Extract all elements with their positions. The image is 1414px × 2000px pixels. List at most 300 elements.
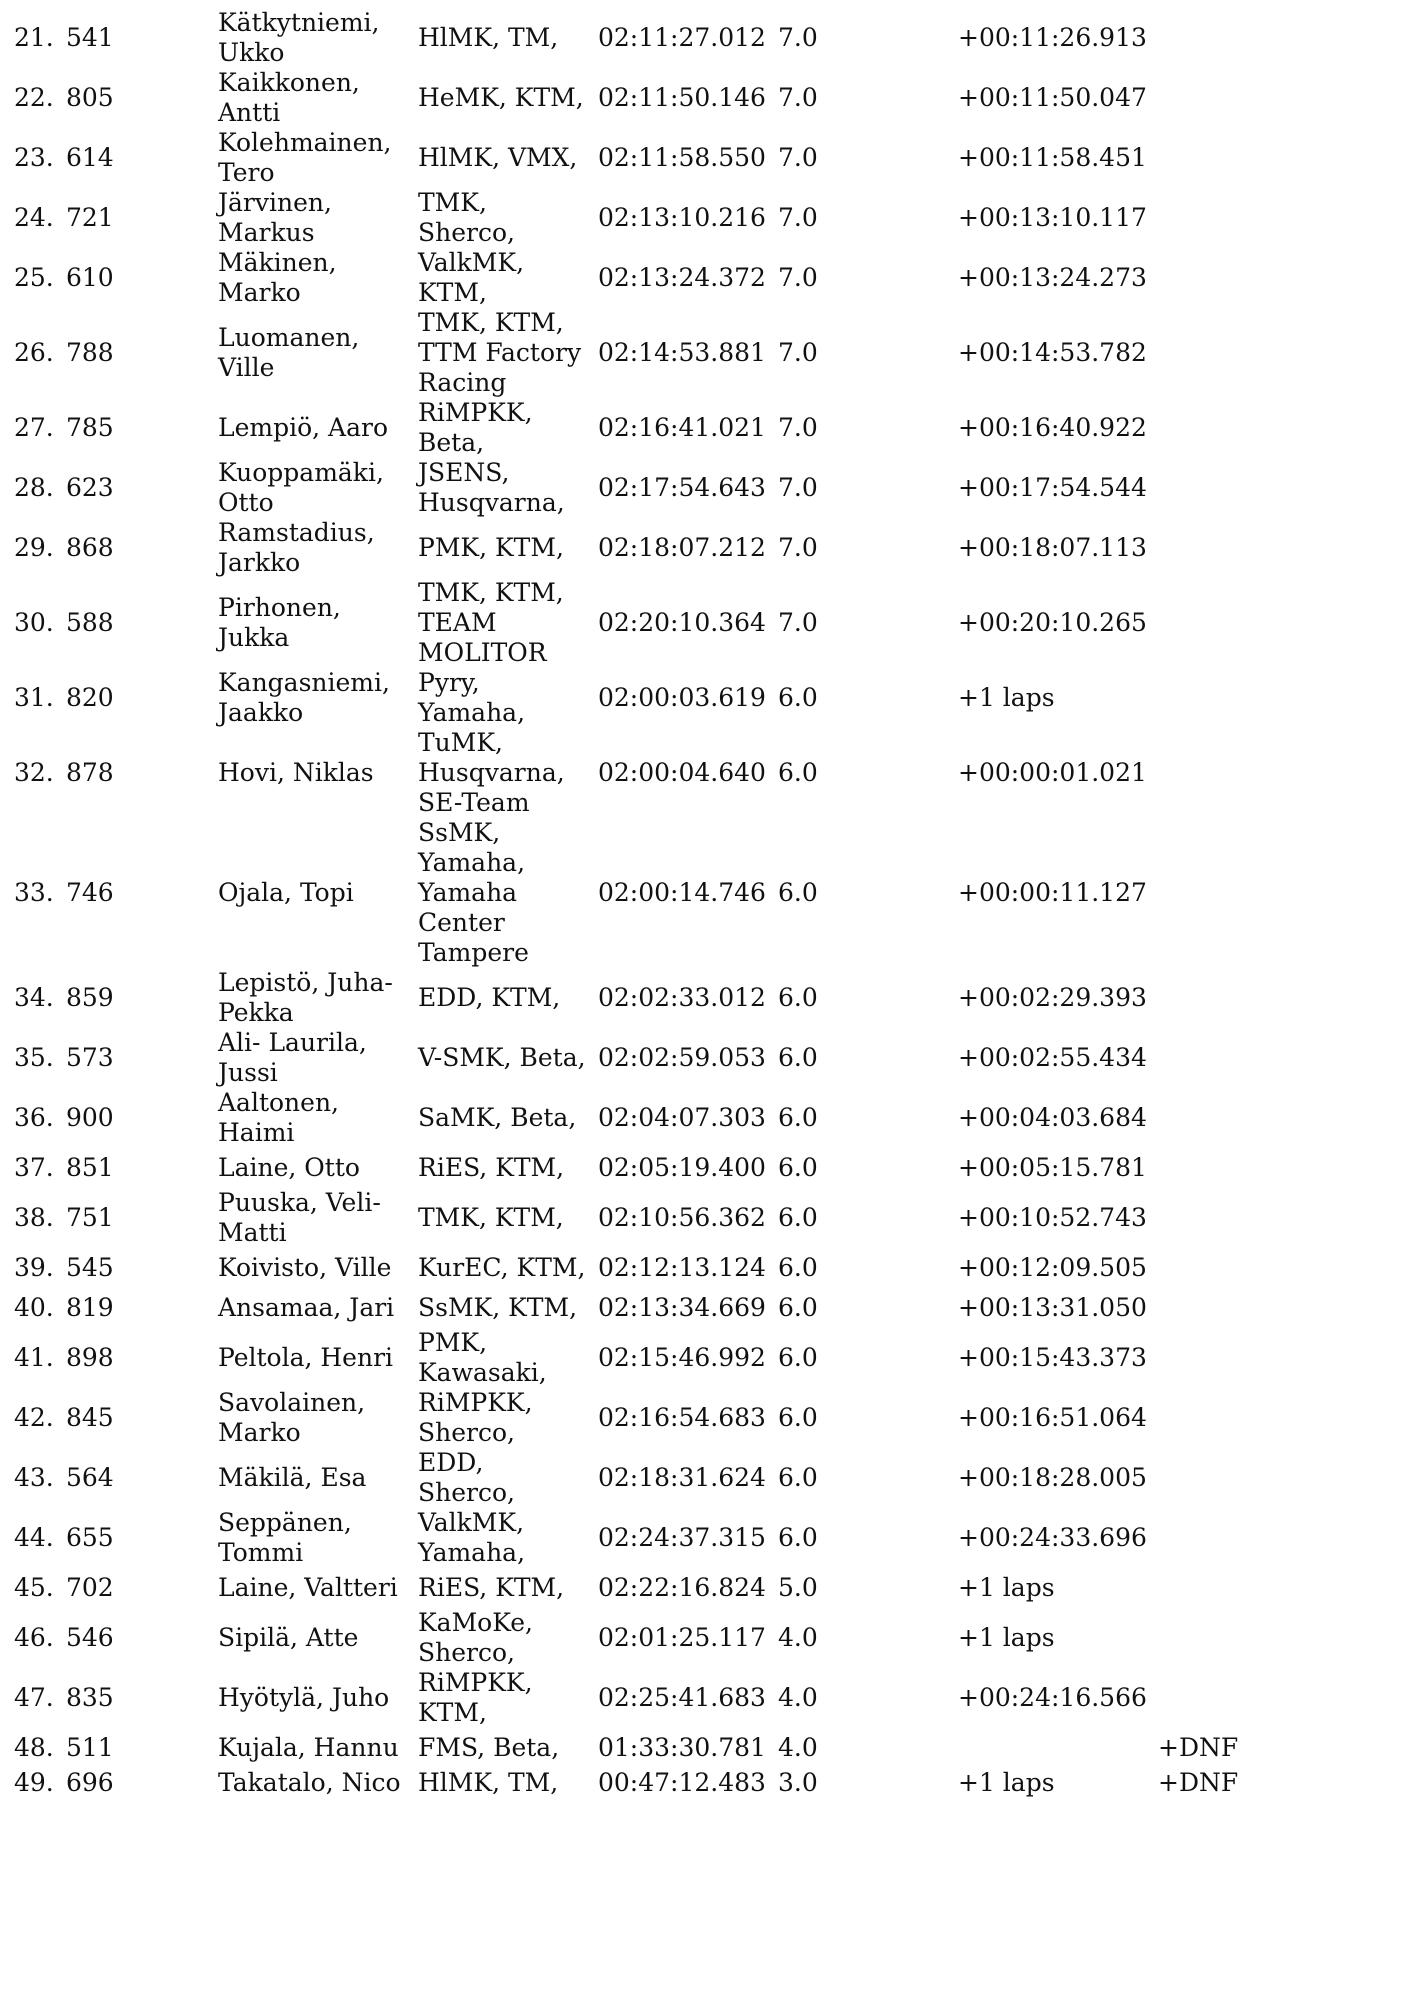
bib-number-cell: 511 xyxy=(66,1733,114,1762)
table-row xyxy=(12,668,1246,728)
total-time-cell: 02:15:46.992 xyxy=(598,1343,766,1372)
rider-name-cell xyxy=(216,728,416,818)
table-row xyxy=(12,1448,1246,1508)
bib-number-cell: 785 xyxy=(66,413,114,442)
club-team-cell xyxy=(416,1088,596,1148)
position-cell: 24. xyxy=(14,203,54,232)
rider-name-cell-line: Sipilä, Atte xyxy=(218,1623,359,1652)
position-cell: 26. xyxy=(14,338,54,367)
bib-number-cell: 845 xyxy=(66,1403,114,1432)
total-time-cell: 02:14:53.881 xyxy=(598,338,766,367)
bib-number-cell: 541 xyxy=(66,23,114,52)
rider-name-cell xyxy=(216,1188,416,1248)
laps-cell: 7.0 xyxy=(778,83,818,112)
rider-name-cell-line: Ville xyxy=(218,353,275,382)
position-cell: 32. xyxy=(14,758,54,787)
rider-name-cell xyxy=(216,8,416,68)
club-team-cell-line: Pyry, xyxy=(418,668,480,697)
gap-cell: +00:18:07.113 xyxy=(958,533,1147,562)
rider-name-cell-line: Lempiö, Aaro xyxy=(218,413,389,442)
rider-name-cell xyxy=(216,1288,416,1328)
laps-cell: 6.0 xyxy=(778,878,818,907)
status-cell xyxy=(1156,1248,1246,1288)
status-cell xyxy=(1156,968,1246,1028)
position-cell: 42. xyxy=(14,1403,54,1432)
rider-name-cell-line: Tommi xyxy=(218,1538,304,1567)
status-cell xyxy=(1156,398,1246,458)
table-row xyxy=(12,1568,1246,1608)
position-cell: 23. xyxy=(14,143,54,172)
bib-number-cell: 546 xyxy=(66,1623,114,1652)
rider-name-cell-line: Ali- Laurila, xyxy=(218,1028,367,1057)
bib-number-cell: 746 xyxy=(66,878,114,907)
status-cell xyxy=(1156,818,1246,968)
club-team-cell-line: Yamaha, xyxy=(418,1538,526,1567)
table-row xyxy=(12,818,1246,968)
total-time-cell: 02:13:24.372 xyxy=(598,263,766,292)
laps-cell: 6.0 xyxy=(778,1103,818,1132)
rider-name-cell-line: Antti xyxy=(218,98,281,127)
bib-number-cell: 898 xyxy=(66,1343,114,1372)
laps-cell: 4.0 xyxy=(778,1623,818,1652)
position-cell: 48. xyxy=(14,1733,54,1762)
club-team-cell-line: EDD, KTM, xyxy=(418,983,561,1012)
bib-number-cell: 820 xyxy=(66,683,114,712)
club-team-cell-line: TMK, KTM, xyxy=(418,1203,564,1232)
gap-cell: +00:17:54.544 xyxy=(958,473,1147,502)
gap-cell xyxy=(956,1728,1156,1768)
status-cell xyxy=(1156,68,1246,128)
status-cell xyxy=(1156,1508,1246,1568)
status-cell xyxy=(1156,518,1246,578)
status-cell xyxy=(1156,1028,1246,1088)
gap-cell: +00:16:51.064 xyxy=(958,1403,1147,1432)
gap-cell: +00:10:52.743 xyxy=(958,1203,1147,1232)
laps-cell: 6.0 xyxy=(778,1343,818,1372)
table-row xyxy=(12,1608,1246,1668)
club-team-cell-line: KaMoKe, xyxy=(418,1608,533,1637)
total-time-cell: 01:33:30.781 xyxy=(598,1733,766,1762)
rider-name-cell-line: Laine, Otto xyxy=(218,1153,360,1182)
gap-cell: +00:11:50.047 xyxy=(958,83,1147,112)
club-team-cell xyxy=(416,728,596,818)
bib-number-cell: 573 xyxy=(66,1043,114,1072)
rider-name-cell-line: Luomanen, xyxy=(218,323,360,352)
position-cell: 27. xyxy=(14,413,54,442)
rider-name-cell xyxy=(216,68,416,128)
rider-name-cell-line: Laine, Valtteri xyxy=(218,1573,398,1602)
club-team-cell-line: JSENS, xyxy=(418,458,510,487)
rider-name-cell-line: Hyötylä, Juho xyxy=(218,1683,390,1712)
club-team-cell xyxy=(416,518,596,578)
club-team-cell xyxy=(416,668,596,728)
results-table xyxy=(12,8,1246,1798)
bib-number-cell: 696 xyxy=(66,1768,114,1797)
table-row xyxy=(12,68,1246,128)
club-team-cell-line: RiMPKK, xyxy=(418,1388,533,1417)
rider-name-cell xyxy=(216,1568,416,1608)
bib-number-cell: 878 xyxy=(66,758,114,787)
position-cell: 35. xyxy=(14,1043,54,1072)
laps-cell: 7.0 xyxy=(778,473,818,502)
table-row xyxy=(12,128,1246,188)
gap-cell: +1 laps xyxy=(958,1623,1055,1652)
club-team-cell xyxy=(416,1328,596,1388)
bib-number-cell: 564 xyxy=(66,1463,114,1492)
status-cell xyxy=(1156,578,1246,668)
laps-cell: 7.0 xyxy=(778,338,818,367)
position-cell: 29. xyxy=(14,533,54,562)
gap-cell: +00:15:43.373 xyxy=(958,1343,1147,1372)
rider-name-cell-line: Matti xyxy=(218,1218,287,1247)
total-time-cell: 02:00:04.640 xyxy=(598,758,766,787)
club-team-cell-line: Center xyxy=(418,908,505,937)
gap-cell: +00:02:55.434 xyxy=(958,1043,1147,1072)
rider-name-cell-line: Marko xyxy=(218,278,301,307)
position-cell: 28. xyxy=(14,473,54,502)
bib-number-cell: 702 xyxy=(66,1573,114,1602)
club-team-cell xyxy=(416,1448,596,1508)
laps-cell: 6.0 xyxy=(778,983,818,1012)
gap-cell: +00:05:15.781 xyxy=(958,1153,1147,1182)
gap-cell: +00:11:26.913 xyxy=(958,23,1147,52)
club-team-cell-line: TEAM xyxy=(418,608,497,637)
table-row xyxy=(12,968,1246,1028)
position-cell: 30. xyxy=(14,608,54,637)
total-time-cell: 02:13:34.669 xyxy=(598,1293,766,1322)
laps-cell: 6.0 xyxy=(778,1463,818,1492)
club-team-cell-line: SsMK, xyxy=(418,818,501,847)
rider-name-cell xyxy=(216,1728,416,1768)
total-time-cell: 02:05:19.400 xyxy=(598,1153,766,1182)
rider-name-cell-line: Markus xyxy=(218,218,315,247)
club-team-cell-line: RiES, KTM, xyxy=(418,1573,565,1602)
gap-cell: +00:02:29.393 xyxy=(958,983,1147,1012)
club-team-cell-line: Sherco, xyxy=(418,1478,515,1507)
rider-name-cell-line: Hovi, Niklas xyxy=(218,758,374,787)
club-team-cell-line: KurEC, KTM, xyxy=(418,1253,586,1282)
rider-name-cell-line: Marko xyxy=(218,1418,301,1447)
total-time-cell: 02:18:07.212 xyxy=(598,533,766,562)
club-team-cell-line: Racing xyxy=(418,368,507,397)
club-team-cell-line: MOLITOR xyxy=(418,638,547,667)
club-team-cell-line: HeMK, KTM, xyxy=(418,83,584,112)
position-cell: 31. xyxy=(14,683,54,712)
rider-name-cell-line: Puuska, Veli- xyxy=(218,1188,381,1217)
position-cell: 44. xyxy=(14,1523,54,1552)
rider-name-cell-line: Mäkilä, Esa xyxy=(218,1463,367,1492)
laps-cell: 6.0 xyxy=(778,1203,818,1232)
laps-cell: 6.0 xyxy=(778,1523,818,1552)
laps-cell: 4.0 xyxy=(778,1733,818,1762)
club-team-cell-line: PMK, xyxy=(418,1328,488,1357)
laps-cell: 5.0 xyxy=(778,1573,818,1602)
table-row xyxy=(12,1148,1246,1188)
gap-cell: +00:13:24.273 xyxy=(958,263,1147,292)
gap-cell: +00:13:31.050 xyxy=(958,1293,1147,1322)
laps-cell: 3.0 xyxy=(778,1768,818,1797)
rider-name-cell-line: Kolehmainen, xyxy=(218,128,392,157)
status-cell xyxy=(1156,128,1246,188)
club-team-cell-line: ValkMK, xyxy=(418,1508,525,1537)
bib-number-cell: 614 xyxy=(66,143,114,172)
position-cell: 49. xyxy=(14,1768,54,1797)
club-team-cell-line: Tampere xyxy=(418,938,529,967)
club-team-cell-line: TMK, KTM, xyxy=(418,308,564,337)
rider-name-cell-line: Kujala, Hannu xyxy=(218,1733,399,1762)
bib-number-cell: 805 xyxy=(66,83,114,112)
status-cell xyxy=(1156,1668,1246,1728)
position-cell: 37. xyxy=(14,1153,54,1182)
rider-name-cell-line: Ramstadius, xyxy=(218,518,375,547)
club-team-cell-line: Yamaha, xyxy=(418,848,526,877)
club-team-cell xyxy=(416,1248,596,1288)
results-sheet xyxy=(12,8,1402,1798)
club-team-cell-line: Kawasaki, xyxy=(418,1358,547,1387)
rider-name-cell xyxy=(216,1148,416,1188)
club-team-cell-line: KTM, xyxy=(418,278,487,307)
table-row xyxy=(12,1668,1246,1728)
laps-cell: 7.0 xyxy=(778,413,818,442)
club-team-cell xyxy=(416,1668,596,1728)
gap-cell: +00:00:01.021 xyxy=(958,758,1147,787)
rider-name-cell-line: Järvinen, xyxy=(218,188,332,217)
club-team-cell-line: Sherco, xyxy=(418,1418,515,1447)
gap-cell: +00:13:10.117 xyxy=(958,203,1147,232)
laps-cell: 6.0 xyxy=(778,1403,818,1432)
total-time-cell: 02:24:37.315 xyxy=(598,1523,766,1552)
total-time-cell: 02:02:59.053 xyxy=(598,1043,766,1072)
table-row xyxy=(12,1328,1246,1388)
status-cell xyxy=(1156,1148,1246,1188)
rider-name-cell xyxy=(216,818,416,968)
club-team-cell-line: RiMPKK, xyxy=(418,1668,533,1697)
table-row xyxy=(12,1728,1246,1768)
club-team-cell-line: SaMK, Beta, xyxy=(418,1103,577,1132)
bib-number-cell: 545 xyxy=(66,1253,114,1282)
bib-number-cell: 788 xyxy=(66,338,114,367)
bib-number-cell: 859 xyxy=(66,983,114,1012)
position-cell: 47. xyxy=(14,1683,54,1712)
position-cell: 41. xyxy=(14,1343,54,1372)
position-cell: 38. xyxy=(14,1203,54,1232)
table-row xyxy=(12,398,1246,458)
rider-name-cell-line: Kangasniemi, xyxy=(218,668,390,697)
bib-number-cell: 851 xyxy=(66,1153,114,1182)
rider-name-cell-line: Ojala, Topi xyxy=(218,878,354,907)
club-team-cell-line: FMS, Beta, xyxy=(418,1733,560,1762)
total-time-cell: 02:11:58.550 xyxy=(598,143,766,172)
table-row xyxy=(12,1288,1246,1328)
rider-name-cell-line: Peltola, Henri xyxy=(218,1343,394,1372)
club-team-cell-line: KTM, xyxy=(418,1698,487,1727)
status-cell xyxy=(1156,1088,1246,1148)
rider-name-cell-line: Otto xyxy=(218,488,274,517)
table-row xyxy=(12,1188,1246,1248)
rider-name-cell-line: Kätkytniemi, xyxy=(218,8,380,37)
position-cell: 43. xyxy=(14,1463,54,1492)
club-team-cell-line: TMK, KTM, xyxy=(418,578,564,607)
table-row xyxy=(12,188,1246,248)
club-team-cell-line: HlMK, TM, xyxy=(418,23,559,52)
position-cell: 46. xyxy=(14,1623,54,1652)
bib-number-cell: 868 xyxy=(66,533,114,562)
club-team-cell-line: Husqvarna, xyxy=(418,758,565,787)
rider-name-cell xyxy=(216,518,416,578)
status-cell xyxy=(1156,1388,1246,1448)
rider-name-cell xyxy=(216,668,416,728)
total-time-cell: 02:11:50.146 xyxy=(598,83,766,112)
club-team-cell xyxy=(416,8,596,68)
position-cell: 39. xyxy=(14,1253,54,1282)
club-team-cell xyxy=(416,1568,596,1608)
laps-cell: 6.0 xyxy=(778,683,818,712)
club-team-cell xyxy=(416,968,596,1028)
club-team-cell xyxy=(416,1768,596,1798)
bib-number-cell: 588 xyxy=(66,608,114,637)
table-row xyxy=(12,308,1246,398)
bib-number-cell: 655 xyxy=(66,1523,114,1552)
club-team-cell-line: TTM Factory xyxy=(418,338,582,367)
rider-name-cell-line: Lepistö, Juha- xyxy=(218,968,393,997)
rider-name-cell-line: Aaltonen, xyxy=(218,1088,339,1117)
table-row xyxy=(12,1768,1246,1798)
rider-name-cell-line: Seppänen, xyxy=(218,1508,352,1537)
club-team-cell xyxy=(416,578,596,668)
status-cell xyxy=(1156,308,1246,398)
club-team-cell-line: HlMK, TM, xyxy=(418,1768,559,1797)
rider-name-cell-line: Tero xyxy=(218,158,275,187)
gap-cell: +00:20:10.265 xyxy=(958,608,1147,637)
bib-number-cell: 835 xyxy=(66,1683,114,1712)
status-cell: +DNF xyxy=(1158,1768,1239,1797)
total-time-cell: 02:10:56.362 xyxy=(598,1203,766,1232)
rider-name-cell-line: Pirhonen, xyxy=(218,593,341,622)
position-cell: 22. xyxy=(14,83,54,112)
gap-cell: +00:14:53.782 xyxy=(958,338,1147,367)
laps-cell: 7.0 xyxy=(778,533,818,562)
club-team-cell xyxy=(416,1028,596,1088)
total-time-cell: 02:16:54.683 xyxy=(598,1403,766,1432)
rider-name-cell xyxy=(216,1088,416,1148)
rider-name-cell xyxy=(216,1028,416,1088)
club-team-cell-line: Sherco, xyxy=(418,218,515,247)
club-team-cell-line: Yamaha xyxy=(418,878,518,907)
status-cell xyxy=(1156,248,1246,308)
club-team-cell-line: SE-Team xyxy=(418,788,530,817)
gap-cell: +00:04:03.684 xyxy=(958,1103,1147,1132)
total-time-cell: 02:01:25.117 xyxy=(598,1623,766,1652)
position-cell: 34. xyxy=(14,983,54,1012)
club-team-cell xyxy=(416,188,596,248)
rider-name-cell xyxy=(216,1388,416,1448)
rider-name-cell-line: Mäkinen, xyxy=(218,248,337,277)
status-cell xyxy=(1156,1188,1246,1248)
laps-cell: 7.0 xyxy=(778,263,818,292)
gap-cell: +1 laps xyxy=(958,1573,1055,1602)
table-row xyxy=(12,728,1246,818)
rider-name-cell-line: Kaikkonen, xyxy=(218,68,360,97)
club-team-cell-line: Yamaha, xyxy=(418,698,526,727)
club-team-cell-line: TMK, xyxy=(418,188,487,217)
position-cell: 33. xyxy=(14,878,54,907)
bib-number-cell: 623 xyxy=(66,473,114,502)
laps-cell: 4.0 xyxy=(778,1683,818,1712)
rider-name-cell-line: Savolainen, xyxy=(218,1388,366,1417)
gap-cell: +1 laps xyxy=(958,1768,1055,1797)
status-cell xyxy=(1156,728,1246,818)
club-team-cell xyxy=(416,458,596,518)
club-team-cell xyxy=(416,68,596,128)
position-cell: 36. xyxy=(14,1103,54,1132)
laps-cell: 7.0 xyxy=(778,608,818,637)
laps-cell: 7.0 xyxy=(778,143,818,172)
total-time-cell: 02:16:41.021 xyxy=(598,413,766,442)
club-team-cell xyxy=(416,1188,596,1248)
club-team-cell-line: Beta, xyxy=(418,428,485,457)
club-team-cell-line: HlMK, VMX, xyxy=(418,143,578,172)
table-row xyxy=(12,8,1246,68)
gap-cell: +1 laps xyxy=(958,683,1055,712)
laps-cell: 6.0 xyxy=(778,1293,818,1322)
club-team-cell-line: Sherco, xyxy=(418,1638,515,1667)
club-team-cell xyxy=(416,308,596,398)
status-cell xyxy=(1156,188,1246,248)
rider-name-cell xyxy=(216,458,416,518)
table-row xyxy=(12,458,1246,518)
rider-name-cell-line: Jaakko xyxy=(218,698,304,727)
bib-number-cell: 819 xyxy=(66,1293,114,1322)
rider-name-cell xyxy=(216,578,416,668)
total-time-cell: 02:22:16.824 xyxy=(598,1573,766,1602)
status-cell xyxy=(1156,8,1246,68)
club-team-cell-line: EDD, xyxy=(418,1448,484,1477)
gap-cell: +00:16:40.922 xyxy=(958,413,1147,442)
total-time-cell: 02:20:10.364 xyxy=(598,608,766,637)
table-row xyxy=(12,1388,1246,1448)
bib-number-cell: 751 xyxy=(66,1203,114,1232)
rider-name-cell xyxy=(216,1448,416,1508)
rider-name-cell xyxy=(216,128,416,188)
bib-number-cell: 721 xyxy=(66,203,114,232)
club-team-cell xyxy=(416,1508,596,1568)
position-cell: 45. xyxy=(14,1573,54,1602)
gap-cell: +00:00:11.127 xyxy=(958,878,1147,907)
club-team-cell xyxy=(416,1148,596,1188)
position-cell: 40. xyxy=(14,1293,54,1322)
total-time-cell: 02:00:03.619 xyxy=(598,683,766,712)
club-team-cell xyxy=(416,398,596,458)
rider-name-cell-line: Jukka xyxy=(218,623,290,652)
gap-cell: +00:24:16.566 xyxy=(958,1683,1147,1712)
table-row xyxy=(12,1508,1246,1568)
laps-cell: 6.0 xyxy=(778,758,818,787)
status-cell: +DNF xyxy=(1158,1733,1239,1762)
club-team-cell xyxy=(416,1728,596,1768)
rider-name-cell xyxy=(216,968,416,1028)
club-team-cell xyxy=(416,248,596,308)
rider-name-cell xyxy=(216,248,416,308)
laps-cell: 6.0 xyxy=(778,1253,818,1282)
rider-name-cell-line: Ansamaa, Jari xyxy=(218,1293,395,1322)
club-team-cell-line: SsMK, KTM, xyxy=(418,1293,578,1322)
rider-name-cell-line: Ukko xyxy=(218,38,285,67)
rider-name-cell xyxy=(216,1508,416,1568)
total-time-cell: 02:13:10.216 xyxy=(598,203,766,232)
rider-name-cell xyxy=(216,188,416,248)
club-team-cell xyxy=(416,1608,596,1668)
status-cell xyxy=(1156,458,1246,518)
